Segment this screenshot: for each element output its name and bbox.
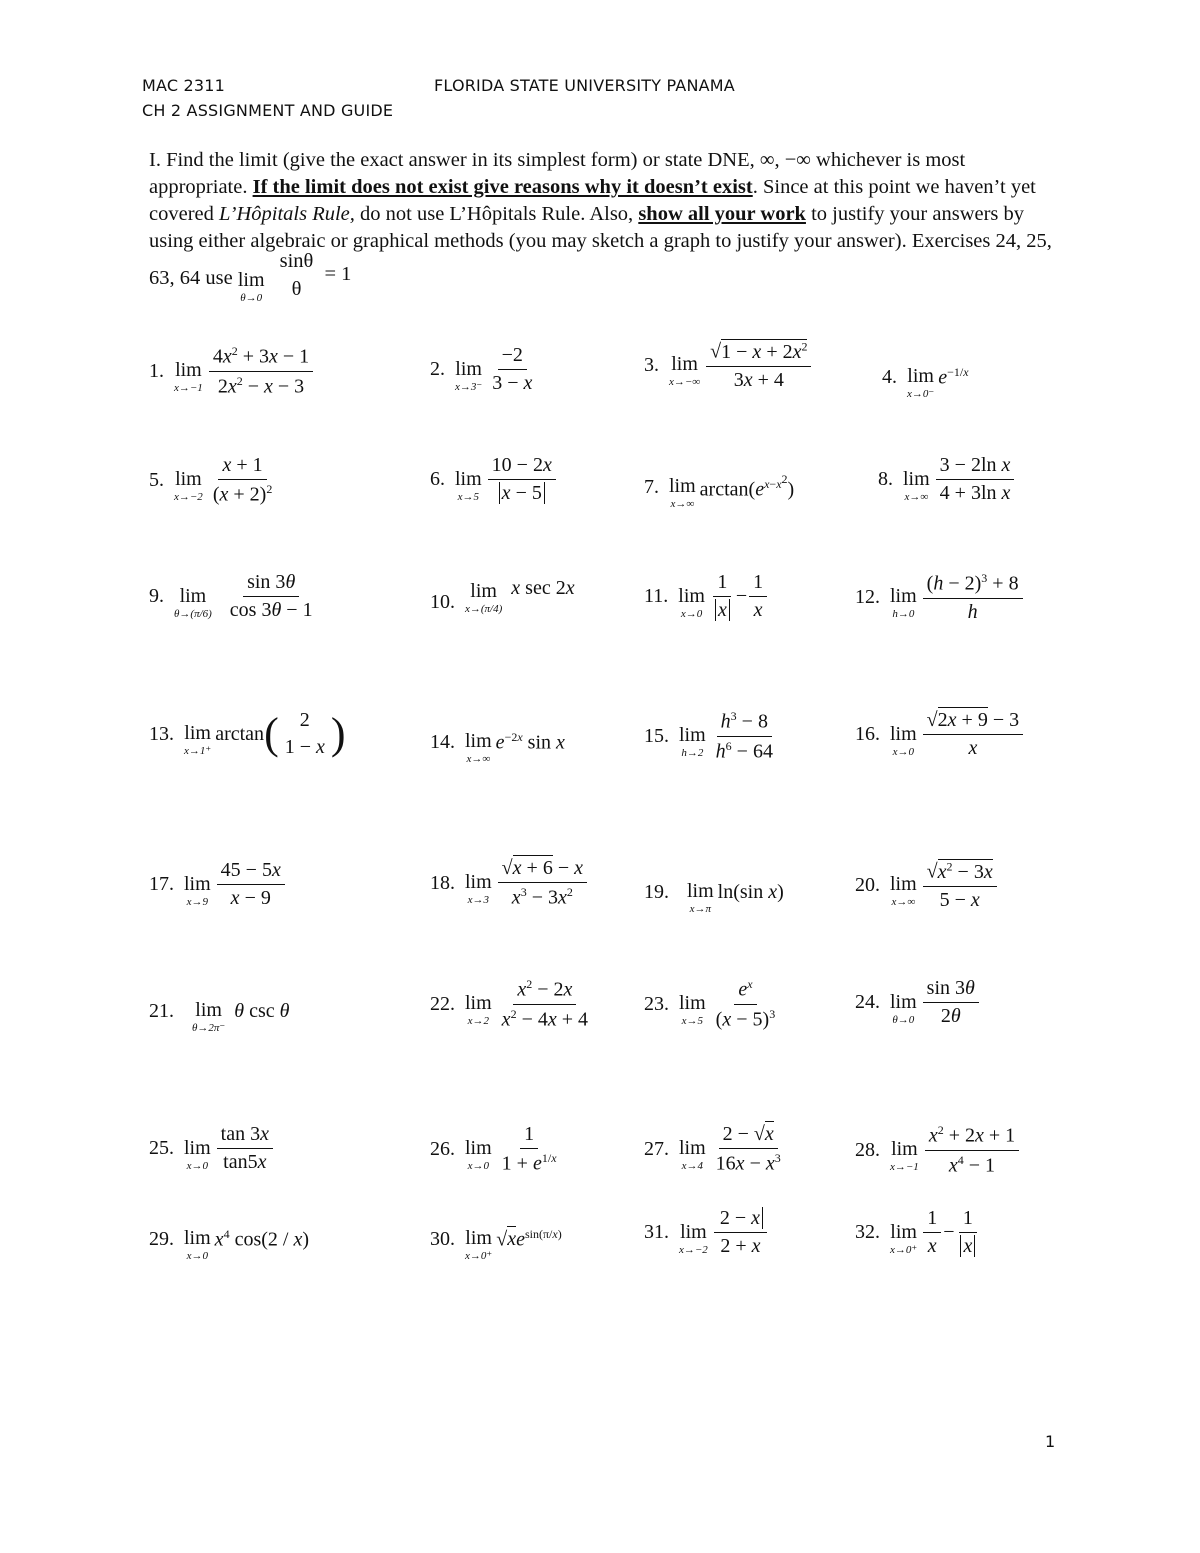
- problem-number: 27.: [644, 1137, 669, 1160]
- problem-22: 22. lim x→2 $\frac{x^2 - 2x}{x^2 - 4x + 4}$: [430, 977, 589, 1031]
- problem-18: 18. lim x→3 $\frac{√x + 6 - x}{x^3 - 3x^2}$: [430, 858, 589, 909]
- instructions-part2: . Since at this point we haven’t yet covered: [149, 176, 1036, 225]
- problem-1: 1. lim x→−1 $\frac{4x^2 + 3x - 1}{2x^2 - x - 3}$: [149, 345, 315, 397]
- formula-denominator: θ: [291, 277, 302, 300]
- sin-limit-formula: [237, 250, 352, 305]
- problem-9: 9. lim θ→(π/6) $\frac{\sin 3\theta}{\cos 3\theta - 1}$: [149, 571, 313, 621]
- problem-12: 12. lim h→0 $\frac{(h - 2)^3 + 8}{h}$: [855, 572, 1025, 623]
- problem-number: 18.: [430, 871, 455, 894]
- problem-number: 10.: [430, 590, 455, 613]
- problem-32: 32. lim x→0⁺ $\frac{1}{x}$ − $\frac{1}{x}$: [855, 1208, 981, 1257]
- problem-11: 11. lim x→0 $\frac{1}{x}$ − $\frac{1}{x}$: [644, 572, 769, 621]
- problem-number: 32.: [855, 1221, 880, 1243]
- problem-number: 31.: [644, 1221, 669, 1243]
- limit-sub: x→0⁻: [907, 388, 935, 400]
- problem-4: 4. lim x→0⁻ $e^{-1/x}$: [882, 364, 969, 400]
- limit-sub: x→4: [681, 1160, 704, 1173]
- limit-sub: x→∞: [670, 498, 695, 510]
- problem-17: 17. lim x→9 $\frac{45 - 5x}{x - 9}$: [149, 860, 287, 909]
- limit-sub: x→1⁺: [184, 745, 212, 757]
- limit-sub: x→0: [467, 1160, 490, 1173]
- limit-sub: x→0: [186, 1159, 209, 1172]
- problem-3: 3. lim x→−∞ $\frac{√1 - x + 2x^2}{3x + 4}$: [644, 340, 813, 391]
- instructions-emphasis-1: If the limit does not exist give reasons why it doesn’t exist: [252, 176, 753, 198]
- limit-sub: x→5: [681, 1015, 704, 1028]
- problem-number: 5.: [149, 468, 164, 491]
- problem-number: 22.: [430, 992, 455, 1015]
- problem-number: 23.: [644, 992, 669, 1015]
- problem-number: 17.: [149, 873, 174, 895]
- limit-sub: x→∞: [466, 753, 491, 765]
- problem-15: 15. lim h→2 $\frac{h^3 - 8}{h^6 - 64}$: [644, 709, 773, 763]
- instructions-part1: I. Find the limit (give the exact answer in its simplest form) or state DNE, ∞, −∞ whichever is most appropriate.: [149, 149, 966, 198]
- problem-number: 4.: [882, 365, 897, 388]
- course-code: MAC 2311: [142, 76, 226, 95]
- problem-16: 16. lim x→0 $\frac{√2x + 9 - 3}{x}$: [855, 710, 1025, 759]
- limit-sub: x→(π/4): [465, 603, 503, 615]
- problem-21: 21. lim θ→2π⁻ θ csc θ: [149, 999, 290, 1034]
- university-name: FLORIDA STATE UNIVERSITY PANAMA: [434, 76, 735, 95]
- document-subtitle: CH 2 ASSIGNMENT AND GUIDE: [142, 101, 394, 120]
- problem-number: 25.: [149, 1137, 174, 1159]
- problem-number: 29.: [149, 1227, 174, 1250]
- problem-20: 20. lim x→∞ $\frac{√x^2 - 3x}{5 - x}$: [855, 860, 999, 911]
- instructions-emphasis-2: show all your work: [638, 203, 806, 225]
- limit-sub: x→0⁺: [890, 1243, 918, 1256]
- problem-number: 28.: [855, 1138, 880, 1161]
- limit-sub: x→∞: [891, 896, 916, 909]
- problem-number: 30.: [430, 1227, 455, 1250]
- limit-sub: x→−2: [679, 1243, 708, 1256]
- instructions-paragraph: [149, 147, 1059, 304]
- instructions-part3: do not use L’Hôpitals Rule. Also,: [354, 203, 639, 225]
- problem-23: 23. lim x→5 $\frac{e^x}{(x - 5)^3}$: [644, 977, 776, 1031]
- formula-lim: lim: [237, 269, 265, 292]
- problem-14: 14. lim x→∞ $e^{-2x}$ sin x: [430, 729, 565, 765]
- problem-number: 12.: [855, 585, 880, 608]
- problem-27: 27. lim x→4 $\frac{2 - √x}{16x - x^3}$: [644, 1123, 781, 1175]
- formula-equals: = 1: [324, 263, 352, 286]
- limit-sub: x→2: [467, 1015, 490, 1028]
- limit-sub: x→−2: [174, 491, 203, 504]
- limit-sub: x→−1: [890, 1161, 919, 1174]
- problem-29: 29. lim x→0 $x^4$ cos(2 / x): [149, 1226, 310, 1262]
- problem-number: 20.: [855, 873, 880, 896]
- problem-28: 28. lim x→−1 $\frac{x^2 + 2x + 1}{x^4 - 1}$: [855, 1124, 1021, 1176]
- problem-number: 2.: [430, 358, 445, 380]
- problem-5: 5. lim x→−2 $\frac{x + 1}{(x + 2)^2}$: [149, 454, 273, 506]
- limit-sub: x→0⁺: [465, 1250, 493, 1262]
- limit-sub: θ→2π⁻: [192, 1022, 226, 1034]
- limit-sub: x→3: [467, 894, 490, 907]
- formula-lim-sub: θ→0: [240, 292, 263, 305]
- problem-8: 8. lim x→∞ $\frac{\text{3 − 2ln x}}{\text{4 + 3ln x}}$: [878, 455, 1016, 504]
- problem-number: 14.: [430, 730, 455, 753]
- problem-number: 6.: [430, 468, 445, 490]
- limit-sub: θ→0: [892, 1013, 915, 1026]
- limit-sub: x→0: [186, 1250, 209, 1262]
- problem-number: 8.: [878, 468, 893, 490]
- problem-number: 15.: [644, 724, 669, 747]
- limit-sub: x→0: [892, 745, 915, 758]
- limit-sub: h→0: [892, 608, 915, 621]
- problem-number: 3.: [644, 353, 659, 376]
- instructions-part4: to justify your answers by using either algebraic or graphical methods (you may sketch a graph to justify your answer). Exercises 24, 25, 63, 64 use: [149, 203, 1052, 290]
- problem-25: 25. lim x→0 $\frac{\tan 3x}{\tan 5x}$: [149, 1124, 275, 1173]
- limit-sub: x→π: [689, 903, 712, 915]
- problem-number: 24.: [855, 991, 880, 1013]
- problem-number: 19.: [644, 880, 669, 903]
- limit-sub: x→−1: [174, 382, 203, 395]
- problem-31: 31. lim x→−2 $\frac{2 - x}{2 + x}$: [644, 1208, 769, 1257]
- problem-26: 26. lim x→0 $\frac{1}{1 + e^{1/x}}$: [430, 1123, 557, 1175]
- problem-7: 7. lim x→∞ $\arctan(e^{x-x^2})$: [644, 472, 795, 510]
- problem-10: 10. lim x→(π/4) x sec 2x: [430, 576, 575, 615]
- problem-2: 2. lim x→3⁻ $\frac{-2}{3 - x}$: [430, 344, 533, 394]
- problem-number: 21.: [149, 999, 174, 1022]
- formula-numerator: sinθ: [279, 250, 314, 272]
- problem-13: 13. lim x→1⁺ arctan ( 2 1 − x ): [149, 709, 346, 758]
- problem-number: 26.: [430, 1137, 455, 1160]
- page-number: 1: [1045, 1432, 1056, 1451]
- limit-sub: x→5: [457, 490, 480, 503]
- limit-sub: x→3⁻: [455, 380, 483, 393]
- limit-sub: x→−∞: [669, 376, 701, 389]
- problem-number: 13.: [149, 722, 174, 745]
- problem-number: 7.: [644, 475, 659, 498]
- problem-number: 9.: [149, 585, 164, 607]
- limit-sub: x→9: [186, 895, 209, 908]
- problem-number: 11.: [644, 585, 669, 607]
- limit-sub: h→2: [681, 747, 704, 760]
- limit-sub: θ→(π/6): [174, 607, 212, 620]
- instructions-rule-name: L’Hôpitals Rule,: [219, 203, 355, 225]
- problem-19: 19. lim x→π ln(sin x): [644, 880, 784, 915]
- problem-6: 6. lim x→5 $\frac{10 - 2x}{x - 5}$: [430, 455, 558, 504]
- problem-number: 1.: [149, 359, 164, 382]
- limit-sub: x→∞: [904, 490, 929, 503]
- problem-30: 30. lim x→0⁺ $√xe^{sin(\pi/x)}$: [430, 1226, 562, 1262]
- limit-sub: x→0: [680, 607, 703, 620]
- problem-number: 16.: [855, 723, 880, 745]
- problem-24: 24. lim θ→0 $\frac{\sin 3\theta}{2\theta}$: [855, 978, 981, 1027]
